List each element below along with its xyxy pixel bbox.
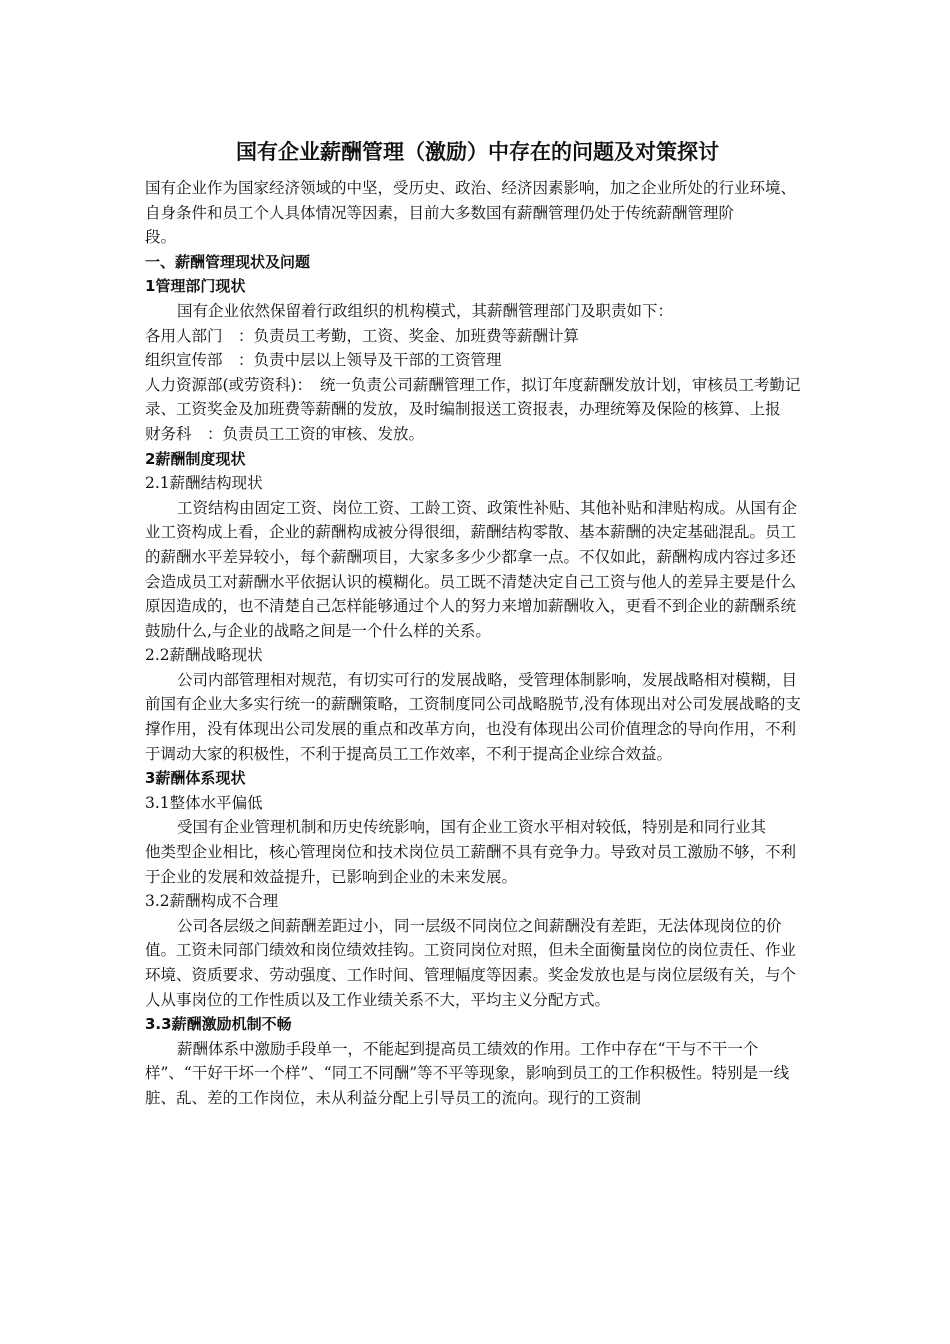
document-body	[145, 138, 810, 1111]
subsubsection-heading: 3.1整体水平偏低	[145, 793, 263, 812]
subsubsection-heading: 3.3薪酬激励机制不畅	[145, 1015, 292, 1034]
subsubsection-heading: 3.2薪酬构成不合理	[145, 892, 279, 911]
subsection-heading: 1管理部门现状	[145, 277, 246, 296]
subsubsection-heading: 2.2薪酬战略现状	[145, 646, 263, 665]
section-heading: 一、薪酬管理现状及问题	[145, 252, 311, 271]
paragraph: 薪酬体系中激励手段单一，不能起到提高员工绩效的作用。工作中存在“干与不干一个样”、“干好干坏一个样”、“同工不同酬”等不平等现象，影响到员工的工作积极性。特别是一线脏、乱、差的工作岗位，未从利益分配上引导员工的流向。现行的工资制	[145, 1039, 790, 1107]
intro-paragraph-end: 段。	[145, 228, 177, 247]
paragraph: 国有企业依然保留着行政组织的机构模式，其薪酬管理部门及职责如下：	[177, 301, 674, 320]
paragraph: 工资结构由固定工资、岗位工资、工龄工资、政策性补贴、其他补贴和津贴构成。从国有企业工资构成上看，企业的薪酬构成被分得很细，薪酬结构零散、基本薪酬的决定基础混乱。员工的薪酬水平差异较小，每个薪酬项目，大家多多少少都拿一点。不仅如此，薪酬构成内容过多还会造成员工对薪酬水平依据认识的模糊化。员工既不清楚决定自己工资与他人的差异主要是什么原因造成的，也不清楚自己怎样能够通过个人的努力来增加薪酬收入，更看不到企业的薪酬系统鼓励什么,与企业的战略之间是一个什么样的关系。	[145, 498, 798, 640]
dept-line: 组织宣传部 ：负责中层以上领导及干部的工资管理	[145, 351, 502, 370]
paragraph: 公司各层级之间薪酬差距过小，同一层级不同岗位之间薪酬没有差距，无法体现岗位的价值。工资未同部门绩效和岗位绩效挂钩。工资同岗位对照，但未全面衡量岗位的岗位责任、作业环境、资质要求、劳动强度、工作时间、管理幅度等因素。奖金发放也是与岗位层级有关，与个人从事岗位的工作性质以及工作业绩关系不大，平均主义分配方式。	[145, 916, 797, 1009]
page-title: 国有企业薪酬管理（激励）中存在的问题及对策探讨	[236, 140, 719, 164]
subsection-heading: 2薪酬制度现状	[145, 449, 246, 468]
subsection-heading: 3薪酬体系现状	[145, 769, 246, 788]
paragraph: 受国有企业管理机制和历史传统影响，国有企业工资水平相对较低，特别是和同行业其	[177, 818, 767, 837]
dept-line: 人力资源部(或劳资科)： 统一负责公司薪酬管理工作，拟订年度薪酬发放计划，审核员工考勤记录、工资奖金及加班费等薪酬的发放，及时编制报送工资报表，办理统筹及保险的核算、上报	[145, 375, 801, 419]
paragraph: 他类型企业相比，核心管理岗位和技术岗位员工薪酬不具有竞争力。导致对员工激励不够，不利于企业的发展和效益提升，已影响到企业的未来发展。	[145, 843, 797, 886]
dept-line: 各用人部门 ：负责员工考勤，工资、奖金、加班费等薪酬计算	[145, 326, 580, 345]
paragraph: 公司内部管理相对规范，有切实可行的发展战略，受管理体制影响，发展战略相对模糊，目前国有企业大多实行统一的薪酬策略，工资制度同公司战略脱节,没有体现出对公司发展战略的支撑作用，没有体现出公司发展的重点和改革方向，也没有体现出公司价值理念的导向作用，不利于调动大家的积极性，不利于提高员工工作效率，不利于提高企业综合效益。	[145, 670, 801, 763]
dept-line: 财务科 ：负责员工工资的审核、发放。	[145, 424, 425, 443]
subsubsection-heading: 2.1薪酬结构现状	[145, 474, 263, 493]
intro-paragraph: 国有企业作为国家经济领域的中坚，受历史、政治、经济因素影响，加之企业所处的行业环境、自身条件和员工个人具体情况等因素，目前大多数国有薪酬管理仍处于传统薪酬管理阶	[145, 179, 797, 222]
